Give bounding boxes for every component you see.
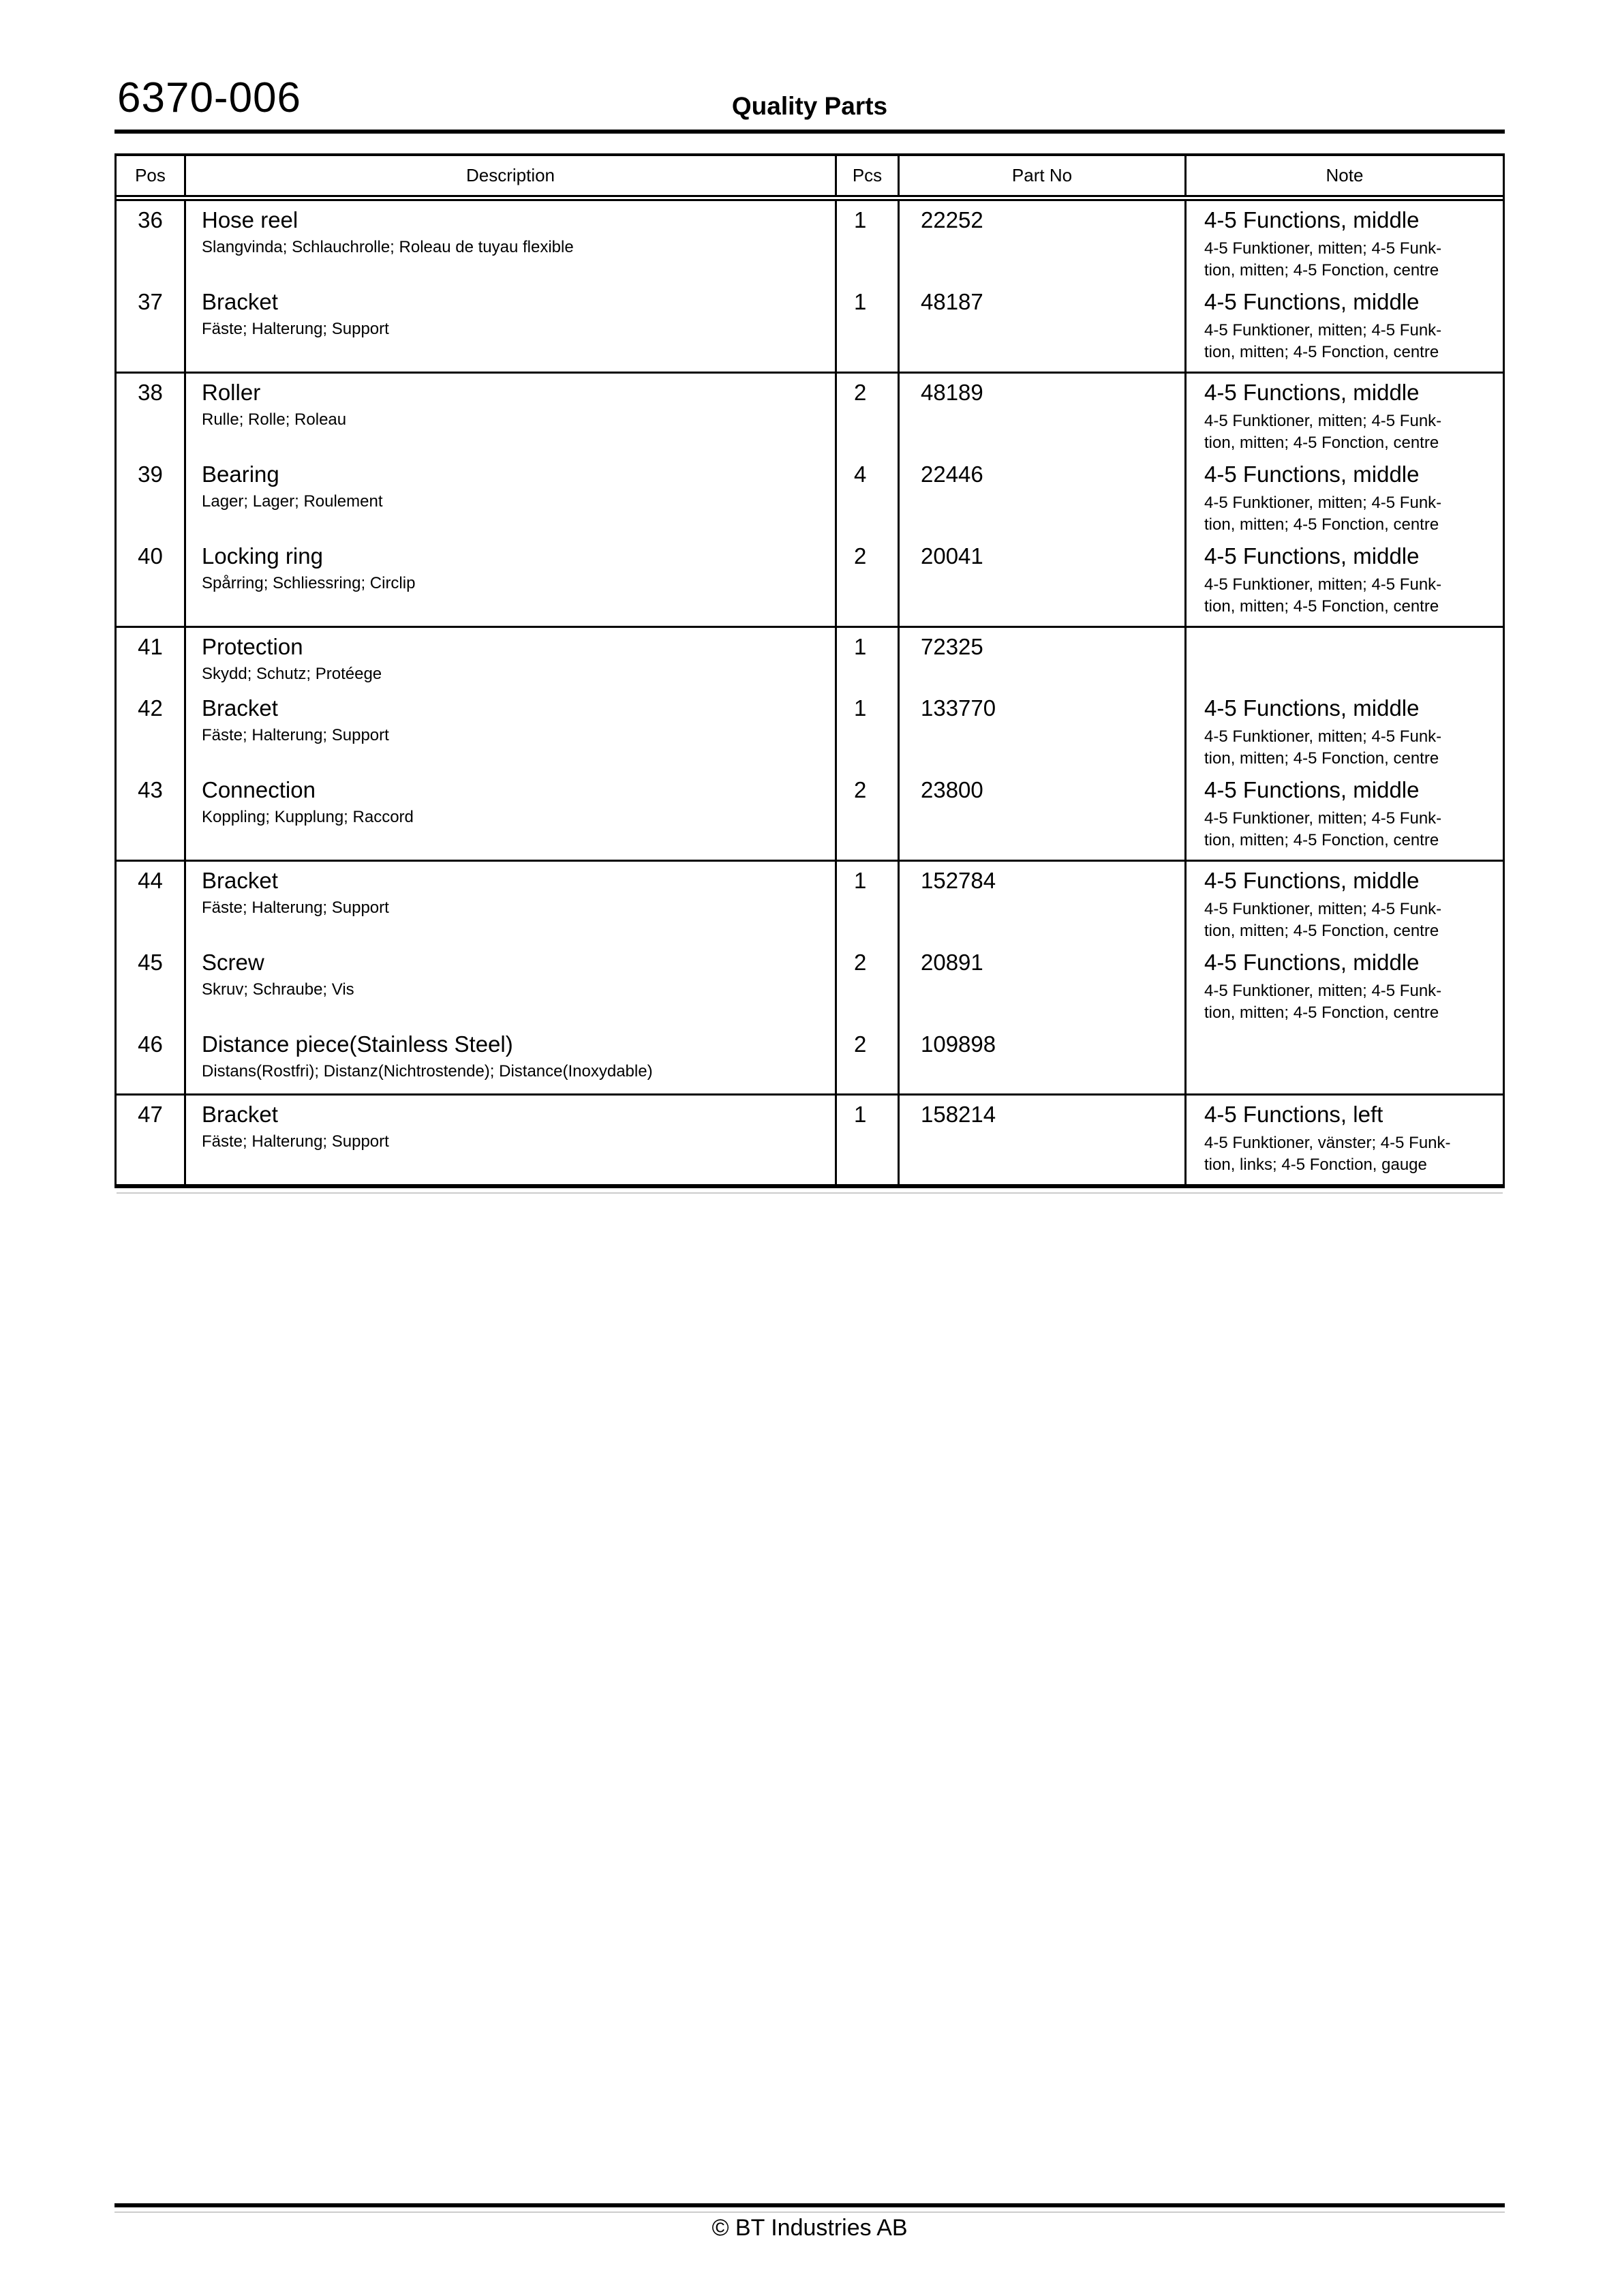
entry-part-no: 72325 (921, 634, 983, 659)
entry-note: 4-5 Functions, left (1204, 1102, 1383, 1127)
group-description-column (184, 628, 835, 860)
entry-note-sub (1204, 808, 1503, 851)
entry-note-sub (1204, 320, 1503, 363)
entry-note: 4-5 Functions, middle (1204, 695, 1420, 721)
entry-note-sub (1204, 410, 1503, 454)
entry-description: Distance piece(Stainless Steel) (202, 1031, 513, 1057)
entry-note-sub (1204, 238, 1503, 282)
entry-note-sub-line: 4-5 Funktioner, mitten; 4-5 Funk- (1204, 900, 1442, 918)
entry-description-sub: Fäste; Halterung; Support (202, 726, 389, 744)
entry-pcs-slot (854, 462, 898, 544)
table-group (117, 201, 1503, 372)
entry-pcs-slot (854, 868, 898, 950)
entry-note-sub (1204, 898, 1503, 942)
entry-note-sub (1204, 492, 1503, 536)
group-pcs-column (835, 1096, 898, 1184)
entry-pos: 36 (138, 207, 163, 232)
entry-pcs-slot (854, 544, 898, 626)
entry-description-sub: Lager; Lager; Roulement (202, 492, 383, 511)
entry-pcs: 1 (854, 289, 867, 314)
entry-note-slot (1204, 208, 1503, 290)
entry-pos-slot (117, 635, 184, 696)
entry-note-sub-line: tion, mitten; 4-5 Fonction, centre (1204, 831, 1439, 849)
entry-description-sub: Distans(Rostfri); Distanz(Nichtrostende); Distance(Inoxydable) (202, 1062, 653, 1081)
entry-note-sub-line: tion, mitten; 4-5 Fonction, centre (1204, 261, 1439, 280)
entry-pcs: 2 (854, 380, 867, 405)
column-header-pcs: Pcs (835, 156, 898, 195)
entry-note-sub-line: tion, mitten; 4-5 Fonction, centre (1204, 515, 1439, 534)
entry-note-slot (1204, 950, 1503, 1032)
entry-description-slot (202, 696, 835, 778)
entry-note-sub-line: 4-5 Funktioner, vänster; 4-5 Funk- (1204, 1134, 1451, 1152)
entry-note-slot (1204, 635, 1503, 696)
entry-pcs: 4 (854, 462, 867, 487)
entry-note-sub-line: 4-5 Funktioner, mitten; 4-5 Funk- (1204, 809, 1442, 828)
entry-pcs: 2 (854, 777, 867, 802)
entry-pcs: 1 (854, 868, 867, 893)
entry-part-no: 133770 (921, 695, 996, 721)
column-header-description: Description (184, 156, 835, 195)
entry-part-no-slot (921, 635, 1184, 696)
entry-description-sub: Skydd; Schutz; Protéege (202, 665, 382, 683)
entry-pos-slot (117, 208, 184, 290)
group-description-column (184, 201, 835, 372)
entry-description-slot (202, 462, 835, 544)
entry-description: Bracket (202, 868, 278, 893)
entry-part-no: 22252 (921, 207, 983, 232)
entry-description: Hose reel (202, 207, 299, 232)
entry-note-slot (1204, 868, 1503, 950)
entry-note: 4-5 Functions, middle (1204, 380, 1420, 405)
footer-rule (114, 2203, 1505, 2207)
group-pcs-column (835, 374, 898, 626)
column-header-note: Note (1184, 156, 1503, 195)
entry-pcs: 2 (854, 1031, 867, 1057)
group-description-column (184, 862, 835, 1093)
entry-note-sub-line: tion, mitten; 4-5 Fonction, centre (1204, 343, 1439, 361)
entry-pcs-slot (854, 208, 898, 290)
entry-part-no-slot (921, 380, 1184, 462)
entry-pos: 39 (138, 462, 163, 487)
group-pcs-column (835, 628, 898, 860)
entry-note-sub-line: tion, mitten; 4-5 Fonction, centre (1204, 597, 1439, 616)
table-group (117, 372, 1503, 626)
entry-note-slot (1204, 462, 1503, 544)
column-header-pos: Pos (135, 165, 166, 185)
entry-part-no: 20891 (921, 950, 983, 975)
entry-description: Bracket (202, 1102, 278, 1127)
entry-note-sub-line: 4-5 Funktioner, mitten; 4-5 Funk- (1204, 412, 1442, 430)
entry-note: 4-5 Functions, middle (1204, 950, 1420, 975)
group-note-column (1184, 628, 1503, 860)
entry-pos: 46 (138, 1031, 163, 1057)
entry-part-no: 20041 (921, 543, 983, 569)
entry-note: 4-5 Functions, middle (1204, 289, 1420, 314)
entry-pos-slot (117, 1102, 184, 1184)
table-group (117, 860, 1503, 1093)
entry-note-sub-line: 4-5 Funktioner, mitten; 4-5 Funk- (1204, 575, 1442, 594)
entry-note-sub (1204, 574, 1503, 618)
group-pos-column (117, 1096, 184, 1184)
entry-note: 4-5 Functions, middle (1204, 543, 1420, 569)
entry-description-sub: Fäste; Halterung; Support (202, 320, 389, 338)
entry-pos: 40 (138, 543, 163, 569)
group-pos-column (117, 862, 184, 1093)
entry-pcs-slot (854, 696, 898, 778)
entry-pos-slot (117, 778, 184, 860)
entry-description: Connection (202, 777, 316, 802)
entry-part-no: 48187 (921, 289, 983, 314)
entry-description: Bracket (202, 695, 278, 721)
entry-pos-slot (117, 462, 184, 544)
entry-pos-slot (117, 696, 184, 778)
entry-note-sub-line: 4-5 Funktioner, mitten; 4-5 Funk- (1204, 727, 1442, 746)
entry-pos: 43 (138, 777, 163, 802)
entry-description-slot (202, 635, 835, 696)
entry-pos-slot (117, 290, 184, 372)
group-pos-column (117, 201, 184, 372)
group-pos-column (117, 374, 184, 626)
group-note-column (1184, 862, 1503, 1093)
entry-part-no-slot (921, 544, 1184, 626)
entry-description-slot (202, 208, 835, 290)
group-note-column (1184, 201, 1503, 372)
entry-description: Bracket (202, 289, 278, 314)
entry-part-no-slot (921, 1032, 1184, 1093)
table-group (117, 626, 1503, 860)
entry-pos: 45 (138, 950, 163, 975)
entry-note-sub-line: 4-5 Funktioner, mitten; 4-5 Funk- (1204, 321, 1442, 339)
entry-note-sub (1204, 1132, 1503, 1176)
table-group (117, 1093, 1503, 1184)
entry-description-sub: Fäste; Halterung; Support (202, 898, 389, 917)
header-rule (114, 130, 1505, 134)
entry-part-no-slot (921, 868, 1184, 950)
entry-description-sub: Rulle; Rolle; Roleau (202, 410, 347, 429)
entry-pos-slot (117, 950, 184, 1032)
entry-pos: 47 (138, 1102, 163, 1127)
entry-part-no: 109898 (921, 1031, 996, 1057)
group-note-column (1184, 374, 1503, 626)
entry-note-slot (1204, 1102, 1503, 1184)
group-part-no-column (898, 628, 1184, 860)
entry-part-no: 22446 (921, 462, 983, 487)
group-note-column (1184, 1096, 1503, 1184)
entry-pos: 38 (138, 380, 163, 405)
entry-description: Screw (202, 950, 264, 975)
entry-description-slot (202, 544, 835, 626)
entry-pcs: 1 (854, 1102, 867, 1127)
entry-note-sub-line: tion, mitten; 4-5 Fonction, centre (1204, 1003, 1439, 1022)
group-pos-column (117, 628, 184, 860)
group-pcs-column (835, 201, 898, 372)
entry-pcs: 1 (854, 634, 867, 659)
entry-note-sub-line: 4-5 Funktioner, mitten; 4-5 Funk- (1204, 494, 1442, 512)
entry-description-slot (202, 290, 835, 372)
footer-copyright: © BT Industries AB (711, 2215, 908, 2241)
entry-note: 4-5 Functions, middle (1204, 777, 1420, 802)
entry-note-slot (1204, 778, 1503, 860)
entry-description-slot (202, 778, 835, 860)
entry-pos-slot (117, 544, 184, 626)
entry-description: Roller (202, 380, 261, 405)
entry-description-sub: Skruv; Schraube; Vis (202, 980, 354, 999)
entry-pos: 37 (138, 289, 163, 314)
entry-note: 4-5 Functions, middle (1204, 462, 1420, 487)
entry-description-sub: Koppling; Kupplung; Raccord (202, 808, 414, 826)
page-title: Quality Parts (731, 92, 888, 120)
group-description-column (184, 374, 835, 626)
entry-part-no-slot (921, 778, 1184, 860)
entry-pcs-slot (854, 1032, 898, 1093)
entry-note-slot (1204, 290, 1503, 372)
entry-note-sub-line: tion, mitten; 4-5 Fonction, centre (1204, 434, 1439, 452)
entry-part-no-slot (921, 696, 1184, 778)
entry-note-sub-line: tion, links; 4-5 Fonction, gauge (1204, 1155, 1427, 1174)
entry-pcs-slot (854, 635, 898, 696)
entry-part-no: 48189 (921, 380, 983, 405)
entry-note-sub (1204, 980, 1503, 1024)
group-pcs-column (835, 862, 898, 1093)
entry-description-slot (202, 380, 835, 462)
entry-description-slot (202, 868, 835, 950)
entry-part-no-slot (921, 290, 1184, 372)
group-part-no-column (898, 201, 1184, 372)
entry-pos: 42 (138, 695, 163, 721)
entry-note-sub-line: 4-5 Funktioner, mitten; 4-5 Funk- (1204, 239, 1442, 258)
entry-pcs-slot (854, 1102, 898, 1184)
entry-pos-slot (117, 1032, 184, 1093)
table-body (117, 201, 1503, 1184)
entry-note-slot (1204, 696, 1503, 778)
entry-note-sub (1204, 726, 1503, 770)
entry-part-no-slot (921, 462, 1184, 544)
entry-note-slot (1204, 1032, 1503, 1093)
group-part-no-column (898, 862, 1184, 1093)
entry-pos-slot (117, 380, 184, 462)
column-header-part-no: Part No (898, 156, 1184, 195)
entry-description: Protection (202, 634, 303, 659)
doc-number: 6370-006 (117, 74, 302, 121)
entry-pos-slot (117, 868, 184, 950)
entry-note-slot (1204, 544, 1503, 626)
group-part-no-column (898, 1096, 1184, 1184)
entry-pcs: 2 (854, 543, 867, 569)
entry-pcs-slot (854, 290, 898, 372)
entry-pos: 44 (138, 868, 163, 893)
entry-pcs-slot (854, 950, 898, 1032)
entry-note-sub-line: tion, mitten; 4-5 Fonction, centre (1204, 749, 1439, 768)
entry-description-sub: Fäste; Halterung; Support (202, 1132, 389, 1151)
entry-pcs: 1 (854, 695, 867, 721)
entry-part-no: 152784 (921, 868, 996, 893)
group-description-column (184, 1096, 835, 1184)
entry-description-sub: Spårring; Schliessring; Circlip (202, 574, 416, 592)
entry-pcs: 1 (854, 207, 867, 232)
entry-part-no: 23800 (921, 777, 983, 802)
entry-pcs: 2 (854, 950, 867, 975)
entry-part-no-slot (921, 1102, 1184, 1184)
parts-table (114, 153, 1505, 1188)
entry-note: 4-5 Functions, middle (1204, 207, 1420, 232)
entry-note-slot (1204, 380, 1503, 462)
entry-description-slot (202, 950, 835, 1032)
group-part-no-column (898, 374, 1184, 626)
entry-description-slot (202, 1102, 835, 1184)
entry-description-slot (202, 1032, 835, 1093)
entry-pos: 41 (138, 634, 163, 659)
entry-description: Bearing (202, 462, 279, 487)
entry-note: 4-5 Functions, middle (1204, 868, 1420, 893)
entry-part-no-slot (921, 208, 1184, 290)
entry-pcs-slot (854, 380, 898, 462)
table-header-row (117, 156, 1503, 201)
entry-description: Locking ring (202, 543, 323, 569)
entry-description-sub: Slangvinda; Schlauchrolle; Roleau de tuyau flexible (202, 238, 574, 256)
entry-note-sub-line: 4-5 Funktioner, mitten; 4-5 Funk- (1204, 982, 1442, 1000)
entry-pcs-slot (854, 778, 898, 860)
entry-note-sub-line: tion, mitten; 4-5 Fonction, centre (1204, 922, 1439, 940)
entry-part-no: 158214 (921, 1102, 996, 1127)
entry-part-no-slot (921, 950, 1184, 1032)
